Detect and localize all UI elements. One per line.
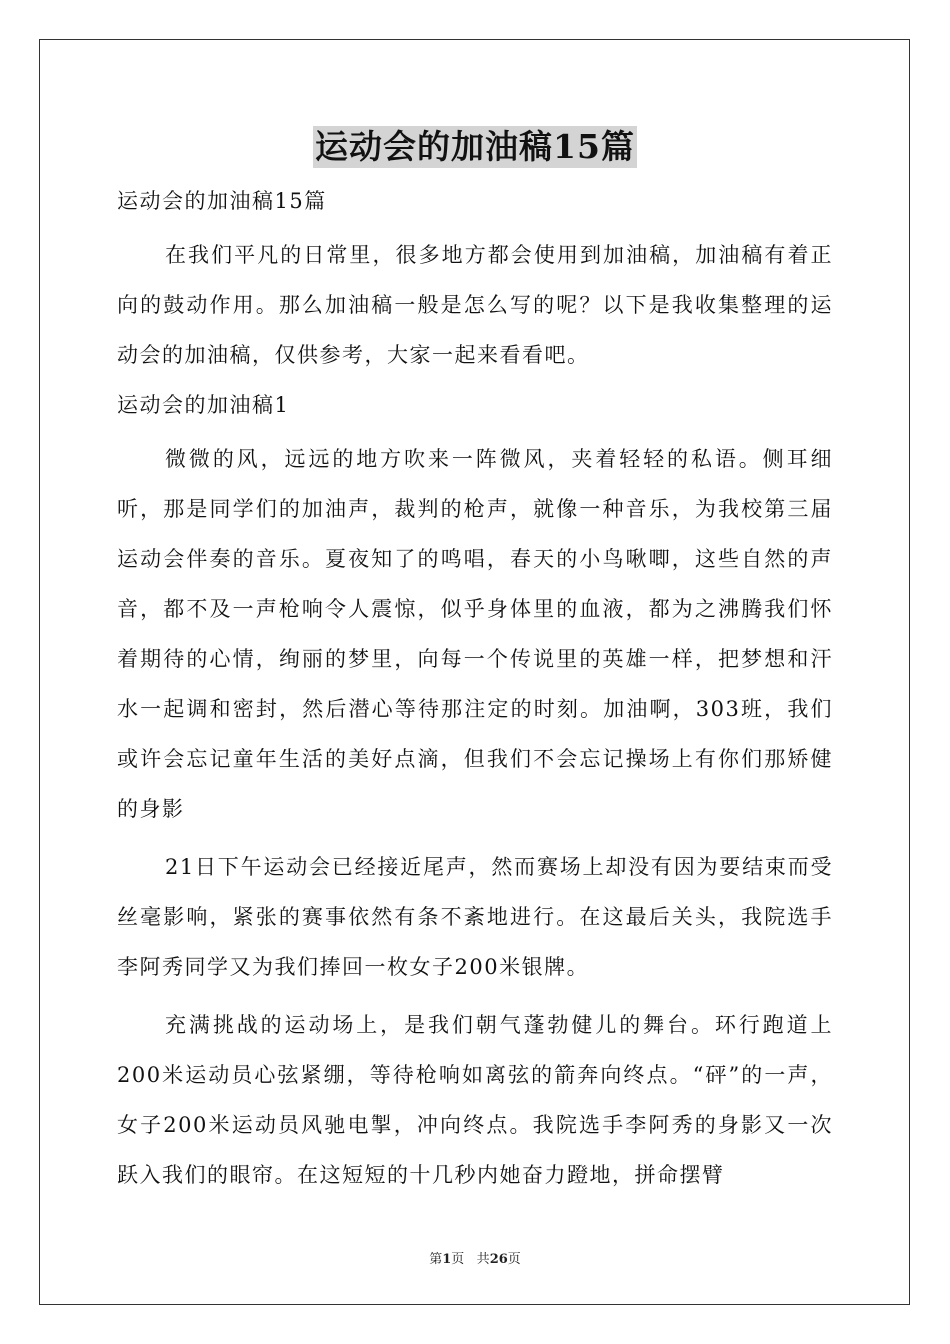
title-container: [0, 126, 950, 168]
intro-paragraph: 在我们平凡的日常里，很多地方都会使用到加油稿，加油稿有着正向的鼓动作用。那么加油稿一般是怎么写的呢？以下是我收集整理的运动会的加油稿，仅供参考，大家一起来看看吧。: [117, 243, 833, 367]
page-suffix: 页: [451, 1252, 465, 1267]
document-body: [117, 182, 833, 1208]
page-footer: [0, 1248, 950, 1267]
document-title: 运动会的加油稿15篇: [315, 127, 635, 166]
page-number: 1: [442, 1252, 452, 1267]
page-prefix: 第: [429, 1252, 443, 1267]
body-paragraph-3: 充满挑战的运动场上，是我们朝气蓬勃健儿的舞台。环行跑道上200米运动员心弦紧绷，等待枪响如离弦的箭奔向终点。“砰”的一声，女子200米运动员风驰电掣，冲向终点。我院选手李阿秀的身影又一次跃入我们的眼帘。在这短短的十几秒内她奋力蹬地，拼命摆臂: [117, 1013, 833, 1187]
body-paragraph-1: 微微的风，远远的地方吹来一阵微风，夹着轻轻的私语。侧耳细听，那是同学们的加油声，裁判的枪声，就像一种音乐，为我校第三届运动会伴奏的音乐。夏夜知了的鸣唱，春天的小鸟啾唧，这些自然的声音，都不及一声枪响令人震惊，似乎身体里的血液，都为之沸腾我们怀着期待的心情，绚丽的梦里，向每一个传说里的英雄一样，把梦想和汗水一起调和密封，然后潜心等待那注定的时刻。加油啊，303班，我们或许会忘记童年生活的美好点滴，但我们不会忘记操场上有你们那矫健的身影: [117, 447, 833, 821]
document-subtitle: 运动会的加油稿15篇: [117, 189, 327, 213]
total-pages: 26: [489, 1252, 508, 1267]
total-prefix: 共: [476, 1252, 490, 1267]
section-heading: 运动会的加油稿1: [117, 393, 290, 417]
total-suffix: 页: [507, 1252, 521, 1267]
body-paragraph-2: 21日下午运动会已经接近尾声，然而赛场上却没有因为要结束而受丝毫影响，紧张的赛事依然有条不紊地进行。在这最后关头，我院选手李阿秀同学又为我们捧回一枚女子200米银牌。: [117, 855, 833, 979]
